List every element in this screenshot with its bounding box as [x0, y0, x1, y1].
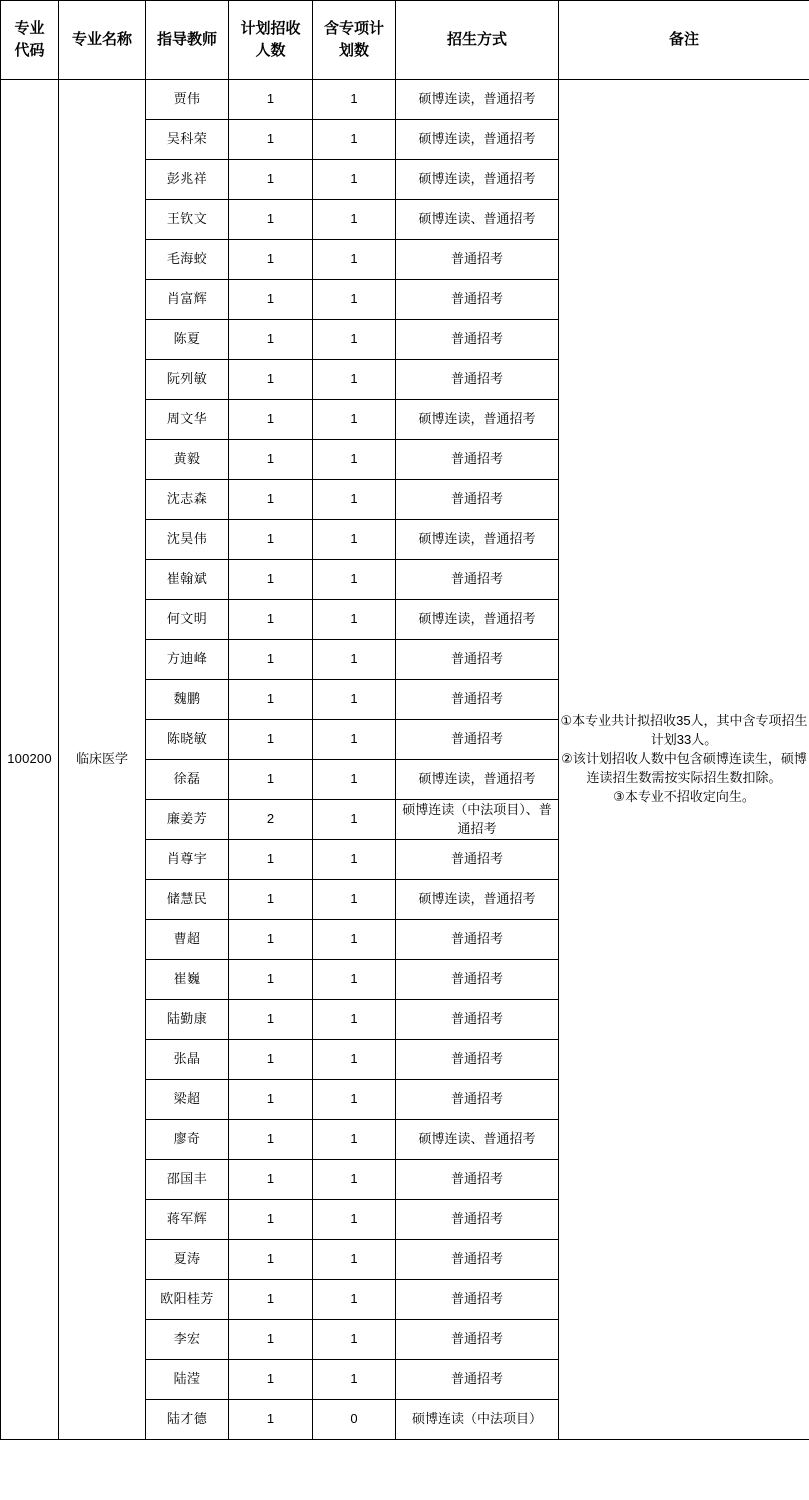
plan-count-cell: 1 — [229, 920, 313, 960]
special-count-cell: 1 — [313, 840, 396, 880]
special-count-cell: 1 — [313, 160, 396, 200]
advisor-name-cell: 何文明 — [146, 600, 229, 640]
plan-count-cell: 1 — [229, 240, 313, 280]
plan-count-cell: 1 — [229, 1240, 313, 1280]
plan-count-cell: 1 — [229, 160, 313, 200]
plan-count-cell: 1 — [229, 1080, 313, 1120]
advisor-name-cell: 储慧民 — [146, 880, 229, 920]
plan-count-cell: 1 — [229, 1160, 313, 1200]
advisor-name-cell: 欧阳桂芳 — [146, 1280, 229, 1320]
plan-count-cell: 1 — [229, 360, 313, 400]
advisor-name-cell: 徐磊 — [146, 760, 229, 800]
admission-method-cell: 硕博连读（中法项目）、普通招考 — [396, 800, 559, 840]
plan-count-cell: 1 — [229, 1280, 313, 1320]
plan-count-cell: 2 — [229, 800, 313, 840]
admission-method-cell: 硕博连读、普通招考 — [396, 200, 559, 240]
plan-count-cell: 1 — [229, 680, 313, 720]
header-admission-method: 招生方式 — [396, 1, 559, 80]
header-major-name: 专业名称 — [59, 1, 146, 80]
plan-count-cell: 1 — [229, 1000, 313, 1040]
admission-method-cell: 普通招考 — [396, 720, 559, 760]
admission-method-cell: 普通招考 — [396, 1320, 559, 1360]
special-count-cell: 1 — [313, 560, 396, 600]
plan-count-cell: 1 — [229, 1400, 313, 1440]
advisor-name-cell: 吴科荣 — [146, 120, 229, 160]
admission-method-cell: 硕博连读，普通招考 — [396, 600, 559, 640]
special-count-cell: 1 — [313, 760, 396, 800]
advisor-name-cell: 贾伟 — [146, 80, 229, 120]
plan-count-cell: 1 — [229, 720, 313, 760]
plan-count-cell: 1 — [229, 400, 313, 440]
advisor-name-cell: 陆才德 — [146, 1400, 229, 1440]
plan-count-cell: 1 — [229, 440, 313, 480]
admission-method-cell: 普通招考 — [396, 240, 559, 280]
advisor-name-cell: 沈志森 — [146, 480, 229, 520]
admission-method-cell: 普通招考 — [396, 1000, 559, 1040]
admission-method-cell: 普通招考 — [396, 1360, 559, 1400]
header-advisor: 指导教师 — [146, 1, 229, 80]
admission-method-cell: 普通招考 — [396, 1160, 559, 1200]
advisor-name-cell: 夏涛 — [146, 1240, 229, 1280]
advisor-name-cell: 曹超 — [146, 920, 229, 960]
advisor-name-cell: 崔翰斌 — [146, 560, 229, 600]
plan-count-cell: 1 — [229, 1040, 313, 1080]
plan-count-cell: 1 — [229, 200, 313, 240]
special-count-cell: 1 — [313, 200, 396, 240]
advisor-name-cell: 梁超 — [146, 1080, 229, 1120]
major-code-cell: 100200 — [1, 80, 59, 1440]
special-count-cell: 1 — [313, 280, 396, 320]
plan-count-cell: 1 — [229, 1320, 313, 1360]
plan-count-cell: 1 — [229, 280, 313, 320]
admission-method-cell: 普通招考 — [396, 1280, 559, 1320]
admission-method-cell: 普通招考 — [396, 560, 559, 600]
plan-count-cell: 1 — [229, 520, 313, 560]
advisor-name-cell: 魏鹏 — [146, 680, 229, 720]
admission-method-cell: 硕博连读，普通招考 — [396, 760, 559, 800]
remark-note: ①本专业共计拟招收35人，其中含专项招生计划33人。 — [560, 713, 808, 748]
plan-count-cell: 1 — [229, 1200, 313, 1240]
advisor-name-cell: 黄毅 — [146, 440, 229, 480]
advisor-name-cell: 崔巍 — [146, 960, 229, 1000]
admission-method-cell: 普通招考 — [396, 1200, 559, 1240]
admission-method-cell: 普通招考 — [396, 1040, 559, 1080]
special-count-cell: 1 — [313, 1360, 396, 1400]
special-count-cell: 1 — [313, 880, 396, 920]
admission-method-cell: 普通招考 — [396, 680, 559, 720]
plan-count-cell: 1 — [229, 120, 313, 160]
plan-count-cell: 1 — [229, 1360, 313, 1400]
header-special-count: 含专项计划数 — [313, 1, 396, 80]
special-count-cell: 1 — [313, 400, 396, 440]
special-count-cell: 1 — [313, 1000, 396, 1040]
special-count-cell: 1 — [313, 1200, 396, 1240]
admission-method-cell: 普通招考 — [396, 640, 559, 680]
advisor-name-cell: 彭兆祥 — [146, 160, 229, 200]
advisor-name-cell: 邵国丰 — [146, 1160, 229, 1200]
remark-cell — [559, 80, 809, 1440]
special-count-cell: 1 — [313, 1160, 396, 1200]
admission-method-cell: 硕博连读，普通招考 — [396, 160, 559, 200]
advisor-name-cell: 李宏 — [146, 1320, 229, 1360]
major-name-cell: 临床医学 — [59, 80, 146, 1440]
header-remark: 备注 — [559, 1, 809, 80]
advisor-name-cell: 廖奇 — [146, 1120, 229, 1160]
plan-count-cell: 1 — [229, 600, 313, 640]
special-count-cell: 1 — [313, 1120, 396, 1160]
special-count-cell: 1 — [313, 360, 396, 400]
admission-method-cell: 普通招考 — [396, 360, 559, 400]
plan-count-cell: 1 — [229, 1120, 313, 1160]
special-count-cell: 1 — [313, 640, 396, 680]
admission-method-cell: 硕博连读，普通招考 — [396, 880, 559, 920]
advisor-name-cell: 蒋军辉 — [146, 1200, 229, 1240]
admission-method-cell: 硕博连读，普通招考 — [396, 80, 559, 120]
plan-count-cell: 1 — [229, 80, 313, 120]
advisor-name-cell: 周文华 — [146, 400, 229, 440]
admission-method-cell: 普通招考 — [396, 480, 559, 520]
advisor-name-cell: 肖尊宇 — [146, 840, 229, 880]
advisor-name-cell: 张晶 — [146, 1040, 229, 1080]
plan-count-cell: 1 — [229, 880, 313, 920]
special-count-cell: 1 — [313, 1040, 396, 1080]
table-header-row — [1, 1, 809, 80]
admission-method-cell: 普通招考 — [396, 280, 559, 320]
special-count-cell: 1 — [313, 1080, 396, 1120]
special-count-cell: 1 — [313, 520, 396, 560]
advisor-name-cell: 陆滢 — [146, 1360, 229, 1400]
special-count-cell: 1 — [313, 320, 396, 360]
admission-method-cell: 硕博连读，普通招考 — [396, 520, 559, 560]
advisor-name-cell: 陈晓敏 — [146, 720, 229, 760]
plan-count-cell: 1 — [229, 640, 313, 680]
header-major-code: 专业代码 — [1, 1, 59, 80]
plan-count-cell: 1 — [229, 560, 313, 600]
advisor-name-cell: 陈夏 — [146, 320, 229, 360]
special-count-cell: 1 — [313, 1320, 396, 1360]
advisor-name-cell: 廉姜芳 — [146, 800, 229, 840]
special-count-cell: 0 — [313, 1400, 396, 1440]
plan-count-cell: 1 — [229, 320, 313, 360]
admission-method-cell: 普通招考 — [396, 840, 559, 880]
admission-method-cell: 普通招考 — [396, 960, 559, 1000]
advisor-name-cell: 毛海蛟 — [146, 240, 229, 280]
header-plan-count: 计划招收人数 — [229, 1, 313, 80]
special-count-cell: 1 — [313, 240, 396, 280]
admission-method-cell: 普通招考 — [396, 320, 559, 360]
plan-count-cell: 1 — [229, 480, 313, 520]
special-count-cell: 1 — [313, 440, 396, 480]
special-count-cell: 1 — [313, 1240, 396, 1280]
admission-method-cell: 普通招考 — [396, 440, 559, 480]
special-count-cell: 1 — [313, 720, 396, 760]
special-count-cell: 1 — [313, 960, 396, 1000]
advisor-name-cell: 阮列敏 — [146, 360, 229, 400]
remark-note: ③本专业不招收定向生。 — [613, 788, 755, 804]
special-count-cell: 1 — [313, 920, 396, 960]
special-count-cell: 1 — [313, 600, 396, 640]
admission-method-cell: 普通招考 — [396, 1240, 559, 1280]
special-count-cell: 1 — [313, 480, 396, 520]
special-count-cell: 1 — [313, 800, 396, 840]
advisor-name-cell: 肖富辉 — [146, 280, 229, 320]
admission-method-cell: 硕博连读，普通招考 — [396, 400, 559, 440]
plan-count-cell: 1 — [229, 760, 313, 800]
special-count-cell: 1 — [313, 80, 396, 120]
plan-count-cell: 1 — [229, 960, 313, 1000]
admission-method-cell: 普通招考 — [396, 1080, 559, 1120]
advisor-name-cell: 沈昊伟 — [146, 520, 229, 560]
admission-method-cell: 硕博连读（中法项目） — [396, 1400, 559, 1440]
advisor-name-cell: 陆勤康 — [146, 1000, 229, 1040]
advisor-name-cell: 王钦文 — [146, 200, 229, 240]
special-count-cell: 1 — [313, 1280, 396, 1320]
advisor-name-cell: 方迪峰 — [146, 640, 229, 680]
plan-count-cell: 1 — [229, 840, 313, 880]
admission-method-cell: 普通招考 — [396, 920, 559, 960]
special-count-cell: 1 — [313, 120, 396, 160]
special-count-cell: 1 — [313, 680, 396, 720]
table-row — [1, 80, 809, 120]
admission-method-cell: 硕博连读，普通招考 — [396, 120, 559, 160]
admission-method-cell: 硕博连读、普通招考 — [396, 1120, 559, 1160]
remark-note: ②该计划招收人数中包含硕博连读生，硕博连读招生数需按实际招生数扣除。 — [561, 751, 807, 785]
